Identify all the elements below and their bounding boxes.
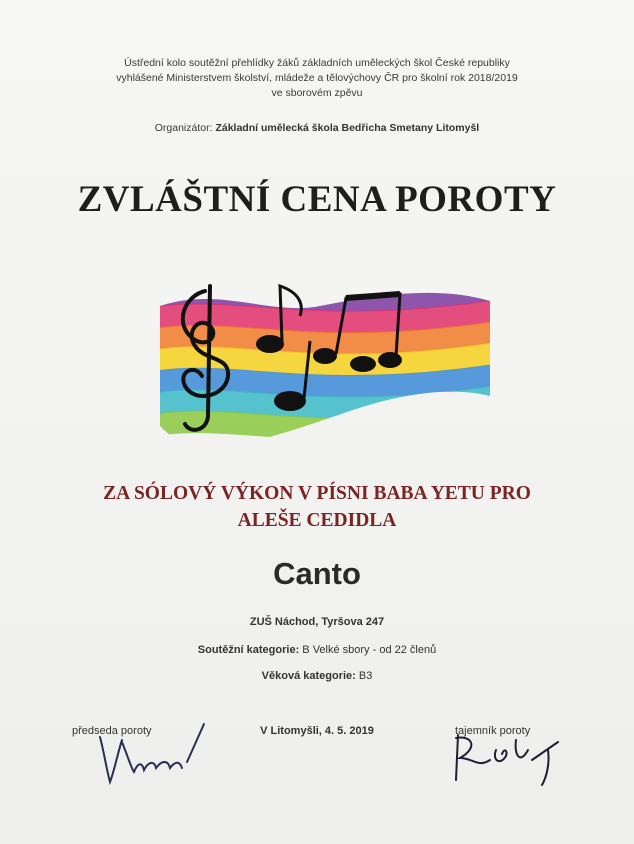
- header-line-1: Ústřední kolo soutěžní přehlídky žáků základních uměleckých škol České republiky: [124, 57, 510, 69]
- competition-category: [40, 644, 594, 656]
- chairman-signature: [92, 722, 212, 792]
- rainbow-music-notes-illustration: [150, 276, 495, 451]
- chairman-label: předseda poroty: [72, 725, 152, 737]
- organizer-name: Základní umělecká škola Bedřicha Smetany Litomyšl: [215, 122, 480, 134]
- age-category-value: B3: [358, 670, 373, 682]
- secretary-signature: [448, 730, 568, 790]
- school-name: ZUŠ Náchod, Tyršova 247: [249, 616, 385, 628]
- award-reason: [40, 480, 594, 534]
- competition-header: [40, 56, 594, 101]
- ensemble-name: Canto: [273, 556, 361, 591]
- award-line-1: ZA SÓLOVÝ VÝKON V PÍSNI BABA YETU PRO: [103, 483, 531, 504]
- organizer-line: [40, 122, 594, 134]
- age-category: [40, 670, 594, 682]
- header-line-3: ve sborovém zpěvu: [271, 87, 363, 99]
- certificate-title: ZVLÁŠTNÍ CENA POROTY: [77, 179, 557, 220]
- category-label: Soutěžní kategorie:: [197, 644, 300, 656]
- age-category-label: Věková kategorie:: [261, 670, 356, 682]
- organizer-label: Organizátor:: [154, 122, 213, 134]
- header-line-2: vyhlášené Ministerstvem školství, mládeže a tělovýchovy ČR pro školní rok 2018/2019: [116, 72, 518, 84]
- place-date: V Litomyšli, 4. 5. 2019: [260, 725, 374, 737]
- category-value: B Velké sbory - od 22 členů: [302, 644, 437, 656]
- award-line-2: ALEŠE CEDIDLA: [237, 510, 397, 531]
- secretary-label: tajemník poroty: [455, 725, 531, 737]
